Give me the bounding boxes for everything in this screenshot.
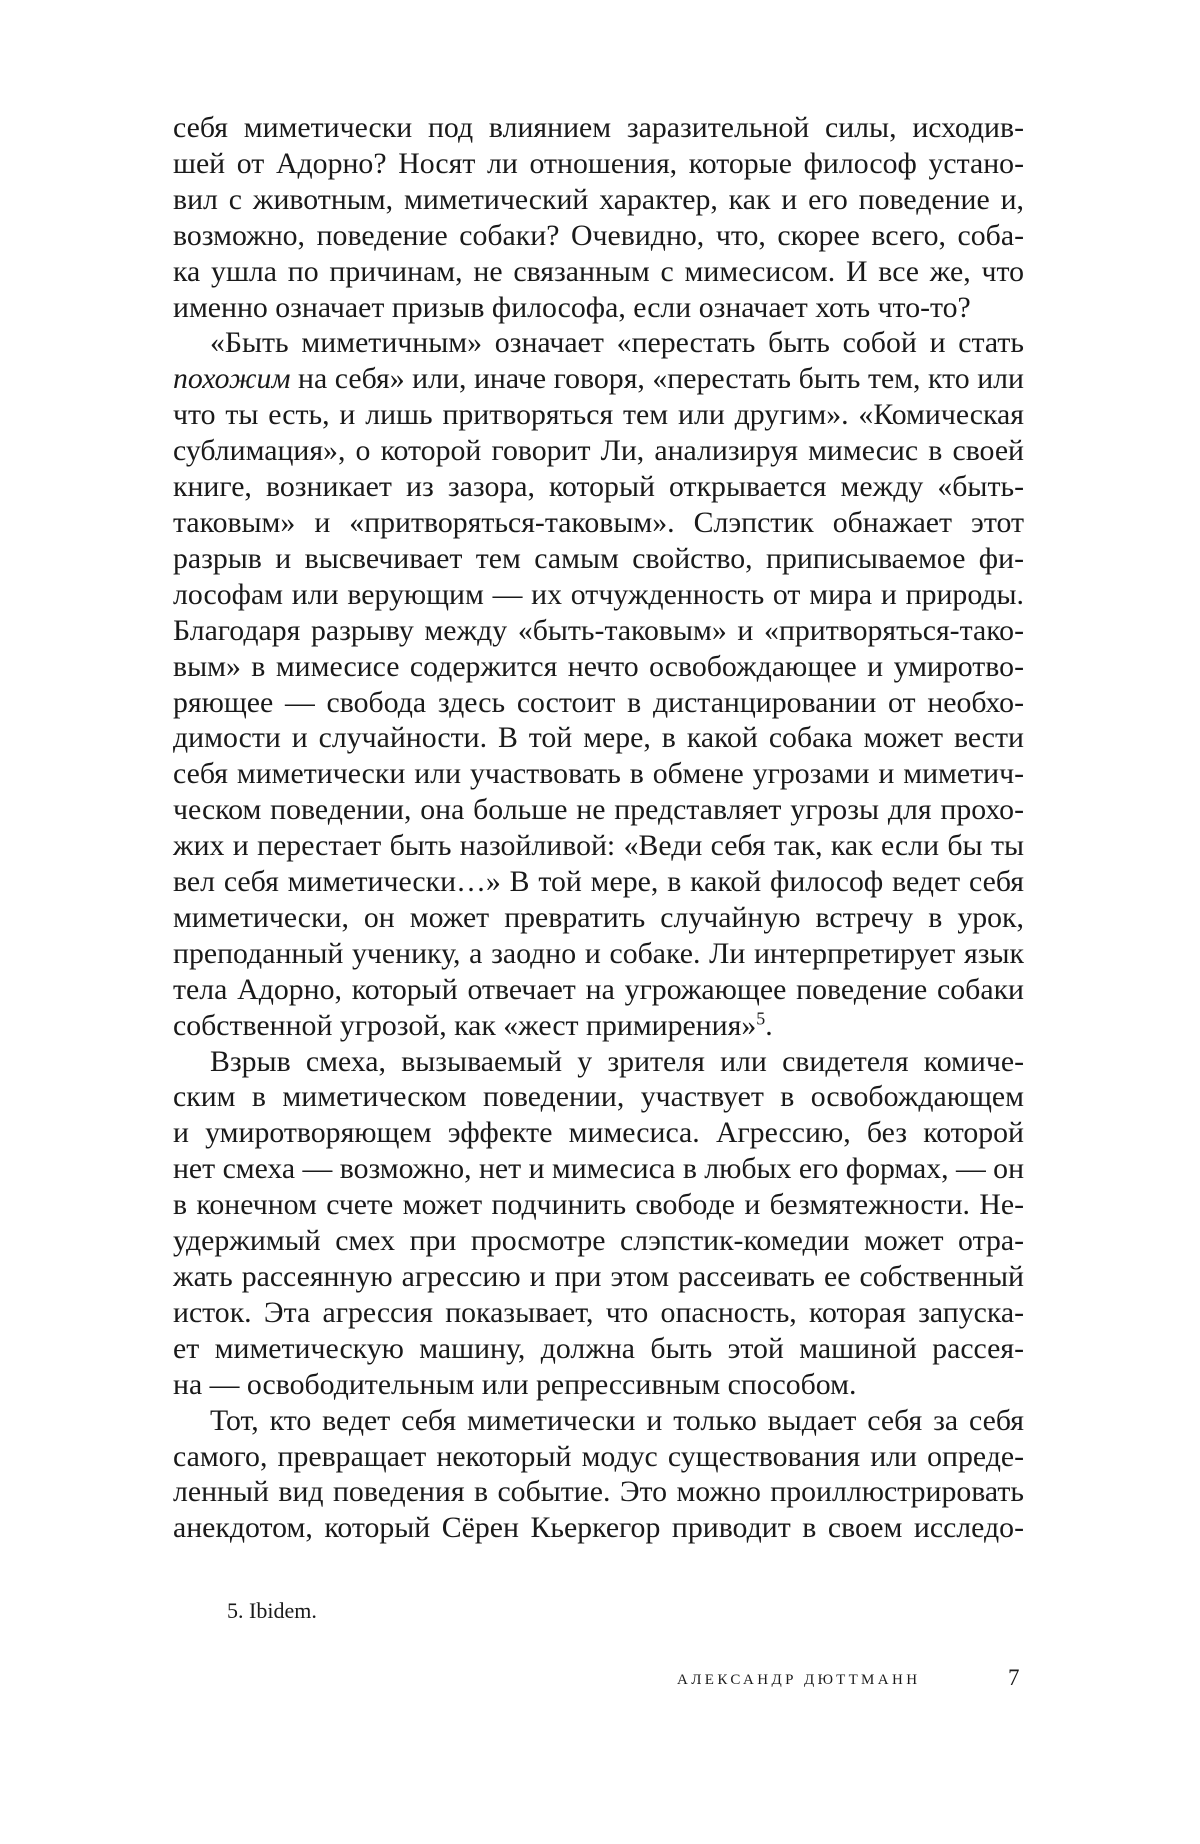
footnote-reference[interactable]: 5 (756, 1007, 766, 1028)
text-line: преподанный ученику, а заодно и собаке. Ли интерпретирует язык (173, 936, 1024, 970)
text-line: вил с животным, миметический характер, как и его поведение и, (173, 182, 1024, 216)
footnote (227, 1597, 317, 1625)
text-line: исток. Эта агрессия показывает, что опасность, которая запуска- (173, 1295, 1024, 1329)
text-line: анекдотом, который Сёрен Кьеркегор приводит в своем исследо- (173, 1511, 1024, 1545)
text-line: вым» в мимесисе содержится нечто освобождающее и умиротво- (173, 649, 1024, 683)
text-line: ка ушла по причинам, не связанным с мимесисом. И все же, что (173, 254, 1024, 288)
text-line: тела Адорно, который отвечает на угрожающее поведение собаки (173, 972, 1024, 1006)
text-line: Благодаря разрыву между «быть-таковым» и «притворяться-тако- (173, 613, 1024, 647)
text-line: димости и случайности. В той мере, в какой собака может вести (173, 721, 1024, 755)
text-line: жих и перестает быть назойливой: «Веди себя так, как если бы ты (173, 829, 1024, 863)
text-line: себя миметически под влиянием заразительной силы, исходив- (173, 111, 1024, 144)
text-line: ет миметическую машину, должна быть этой машиной рассея- (173, 1331, 1024, 1365)
text-line: миметически, он может превратить случайную встречу в урок, (173, 900, 1024, 934)
text-line: таковым» и «притворяться-таковым». Слэпстик обнажает этот (173, 505, 1024, 539)
text-line: сублимация», о которой говорит Ли, анализируя мимесис в своей (173, 434, 1024, 468)
text-line: ским в миметическом поведении, участвует в освобождающем (173, 1080, 1024, 1114)
text-line: на — освободительным или репрессивным способом. (173, 1367, 857, 1401)
text-line: нет смеха — возможно, нет и мимесиса в любых его формах, — он (173, 1152, 1024, 1186)
text-line: возможно, поведение собаки? Очевидно, что, скорее всего, соба- (173, 218, 1024, 252)
text-line: жать рассеянную агрессию и при этом рассеивать ее собственный (173, 1260, 1024, 1293)
emphasized-word: похожим (173, 362, 291, 396)
text-line: именно означает призыв философа, если означает хоть что-то? (173, 290, 971, 324)
footnote-text: Ibidem. (249, 1598, 317, 1623)
text-line: себя миметически или участвовать в обмене угрозами и миметич- (173, 757, 1024, 791)
text-line: и умиротворяющем эффекте мимесиса. Агрессию, без которой (173, 1116, 1024, 1150)
text-line: ческом поведении, она больше не представляет угрозы для прохо- (173, 793, 1024, 827)
text-line: похожим на себя» или, иначе говоря, «перестать быть тем, кто или (173, 362, 1024, 396)
text-line: вел себя миметически…» В той мере, в какой философ ведет себя (173, 865, 1024, 899)
text-line: книге, возникает из зазора, который открывается между «быть- (173, 470, 1024, 504)
text-line: в конечном счете может подчинить свободе и безмятежности. Не- (173, 1188, 1024, 1222)
text-line: Взрыв смеха, вызываемый у зрителя или свидетеля комиче- (210, 1044, 1024, 1078)
body-text (173, 110, 1024, 1546)
text-line: разрыв и высвечивает тем самым свойство, приписываемое фи- (173, 541, 1024, 575)
text-line: удержимый смех при просмотре слэпстик-комедии может отра- (173, 1224, 1024, 1258)
text-line: Тот, кто ведет себя миметически и только выдает себя за себя (210, 1403, 1024, 1437)
text-line: самого, превращает некоторый модус существования или опреде- (173, 1439, 1024, 1473)
text-line: собственной угрозой, как «жест примирения»$^5$. (173, 1007, 773, 1042)
text-line: «Быть миметичным» означает «перестать быть собой и стать (210, 326, 1024, 360)
text-line: шей от Адорно? Носят ли отношения, которые философ устано- (173, 146, 1024, 180)
footnote-number: 5. (227, 1598, 244, 1623)
text-line: ряющее — свобода здесь состоит в дистанцировании от необхо- (173, 685, 1024, 719)
running-footer-author: АЛЕКСАНДР ДЮТТМАНН (677, 1672, 921, 1688)
page-number: 7 (1008, 1665, 1020, 1690)
text-line: ленный вид поведения в событие. Это можно проиллюстрировать (173, 1475, 1024, 1509)
text-line: лософам или верующим — их отчужденность от мира и природы. (173, 577, 1024, 611)
text-line: что ты есть, и лишь притворяться тем или другим». «Комическая (173, 398, 1024, 432)
